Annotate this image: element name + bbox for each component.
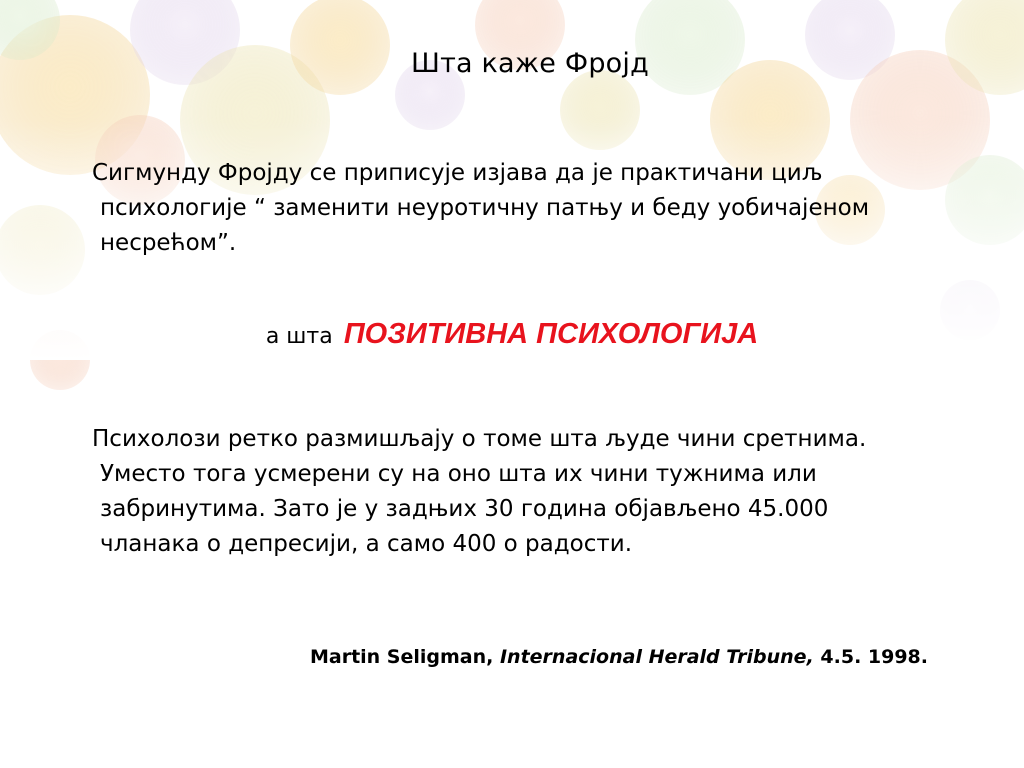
freud-quote-text: Сигмунду Фројду се приписује изјава да је практичани циљ психологије “ заменити неуротичну патњу и беду уобичајеном несрећом”. (92, 160, 870, 256)
citation-author: Martin Seligman, (309, 646, 500, 668)
citation-date: 4.5. 1998. (820, 646, 928, 668)
seligman-paragraph (92, 422, 880, 562)
freud-quote-paragraph (92, 156, 950, 261)
citation-source: Internacional Herald Tribune, (499, 646, 821, 668)
subheading-lead: а шта (265, 324, 333, 349)
subheading-emphasis: ПОЗИТИВНА ПСИХОЛОГИЈА (343, 318, 759, 350)
citation (310, 646, 928, 668)
positive-psychology-heading (0, 318, 1024, 351)
slide-title: Шта каже Фројд (411, 48, 649, 79)
seligman-text: Психолози ретко размишљају о томе шта људе чини сретнима. Уместо тога усмерени су на оно шта их чини тужнима или забринутима. Зато је у задњих 30 година објављено 45.000 чланака о депресији, а само 400 о радости. (92, 426, 867, 557)
